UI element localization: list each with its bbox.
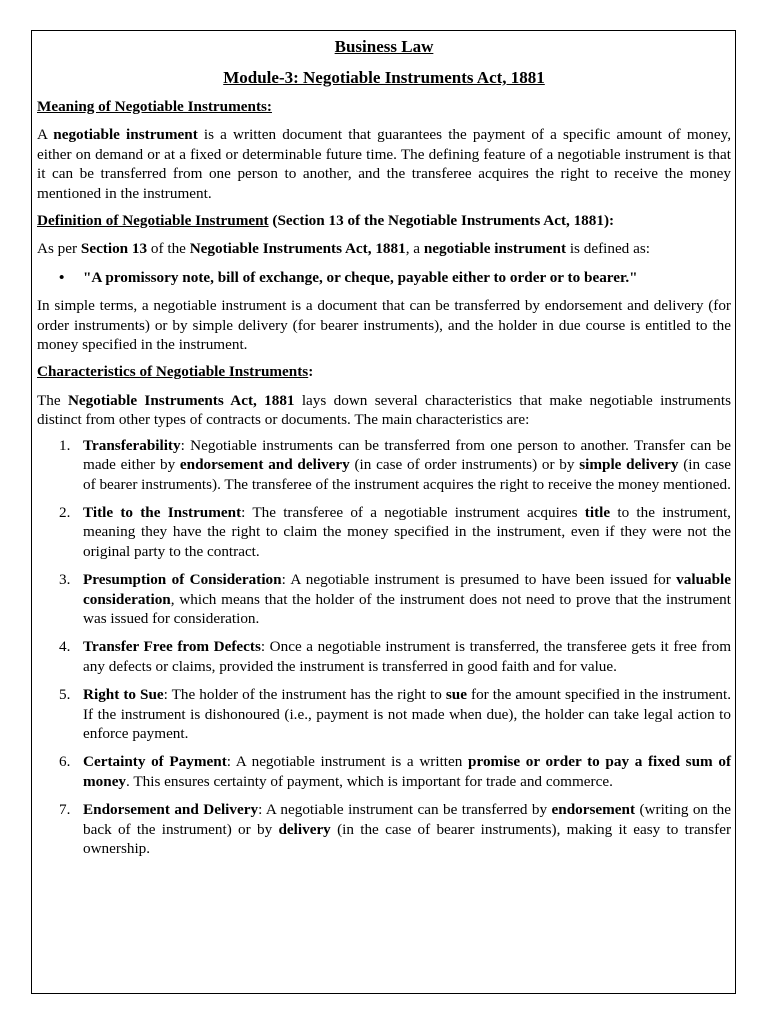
characteristics-heading-underlined: Characteristics of Negotiable Instruments — [37, 363, 309, 381]
list-item: 7. Endorsement and Delivery: A negotiable instrument can be transferred by endorsement (writing on the back of the instrument) or by delivery (in the case of bearer instruments), making it easy to transfer ownership. — [59, 801, 732, 857]
definition-quote: • "A promissory note, bill of exchange, or cheque, payable either to order or to bearer." — [37, 268, 731, 287]
document-body — [37, 36, 731, 867]
characteristics-heading-rest: : — [308, 363, 314, 381]
list-item: 3. Presumption of Consideration: A negotiable instrument is presumed to have been issued for valuable consideration, which means that the holder of the instrument does not need to prove that the instrument was issued for consideration. — [59, 571, 732, 627]
definition-heading-underlined: Definition of Negotiable Instrument — [37, 212, 269, 230]
list-item: 5. Right to Sue: The holder of the instrument has the right to sue for the amount specified in the instrument. If the instrument is dishonoured (i.e., payment is not made when due), the holder can take legal action to enforce payment. — [59, 686, 731, 742]
characteristics-heading — [37, 362, 731, 381]
list-item: 2. Title to the Instrument: The transferee of a negotiable instrument acquires title to the instrument, meaning they have the right to claim the money specified in the instrument, even if they were not the original party to the contract. — [59, 503, 731, 560]
definition-heading — [37, 211, 731, 230]
characteristics-intro: The Negotiable Instruments Act, 1881 lays down several characteristics that make negotiable instruments distinct from other types of contracts or documents. The main characteristics are: — [37, 391, 731, 429]
meaning-paragraph: A negotiable instrument is a written document that guarantees the payment of a specific amount of money, either on demand or at a fixed or determinable future time. The defining feature of a negotiable instrument is that it can be transferred from one person to another, and the transferee acquires the right to receive the money mentioned in the instrument. — [37, 126, 731, 202]
definition-paragraph: As per Section 13 of the Negotiable Instruments Act, 1881, a negotiable instrument is defined as: — [37, 240, 650, 258]
simple-terms-paragraph: In simple terms, a negotiable instrument is a document that can be transferred by endorsement and delivery (for order instruments) or by simple delivery (for bearer instruments), and the holder in due course is entitled to the money specified in the instrument. — [37, 297, 731, 354]
definition-bullet-list — [37, 268, 731, 287]
definition-heading-rest: (Section 13 of the Negotiable Instruments Act, 1881): — [268, 212, 615, 230]
meaning-heading — [37, 97, 731, 116]
list-item: 4. Transfer Free from Defects: Once a negotiable instrument is transferred, the transferee gets it free from any defects or claims, provided the instrument is transferred in good faith and for value. — [59, 638, 732, 675]
meaning-heading-text: Meaning of Negotiable Instruments: — [37, 98, 272, 115]
list-item: 6. Certainty of Payment: A negotiable instrument is a written promise or order to pay a fixed sum of money. This ensures certainty of payment, which is important for trade and commerce. — [59, 753, 731, 790]
document-title: Business Law — [334, 37, 434, 56]
characteristics-list — [37, 436, 731, 859]
list-item: 1. Transferability: Negotiable instruments can be transferred from one person to another. Transfer can be made either by endorsement and delivery (in case of order instruments) or by simple delivery (in case of bearer instruments). The transferee of the instrument acquires the right to receive the money mentioned. — [59, 436, 731, 493]
module-title: Module-3: Negotiable Instruments Act, 1881 — [223, 68, 545, 87]
